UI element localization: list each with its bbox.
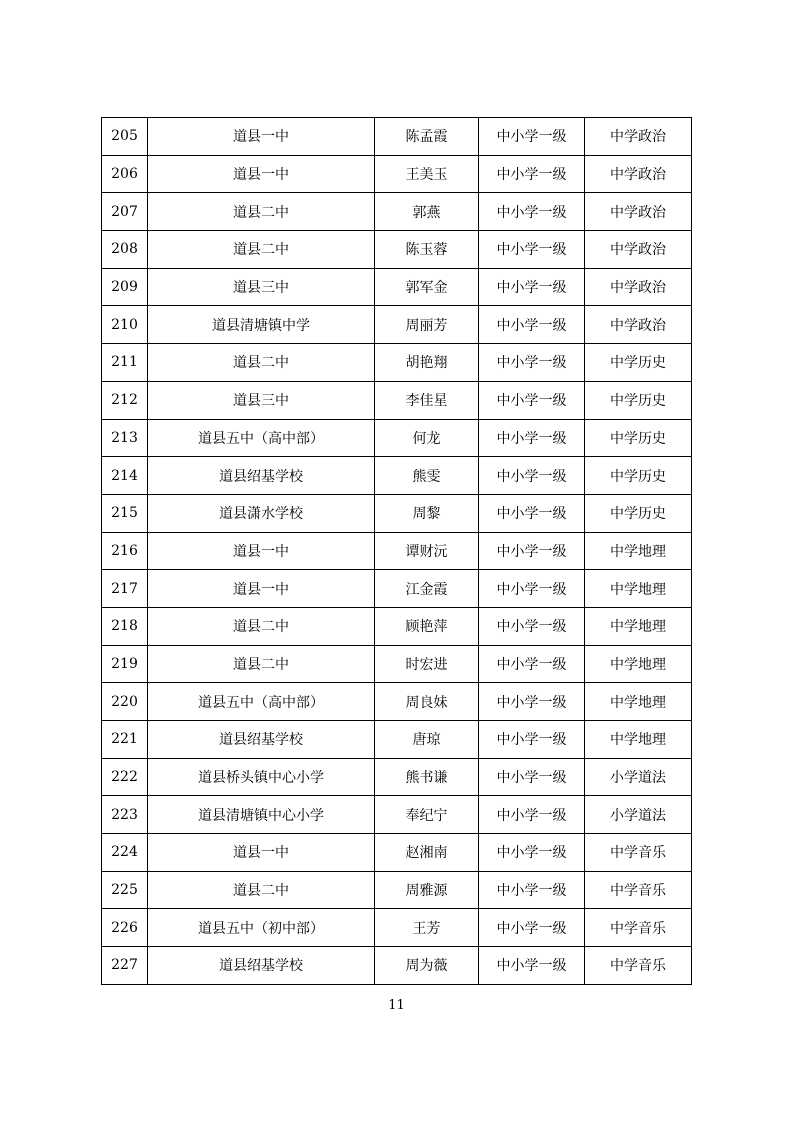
teacher-name-cell: 周为薇 xyxy=(375,947,479,985)
subject-cell: 中学音乐 xyxy=(585,834,692,872)
teacher-name-cell: 周黎 xyxy=(375,494,479,532)
subject-cell: 中学地理 xyxy=(585,683,692,721)
school-cell: 道县绍基学校 xyxy=(148,721,375,759)
table-row xyxy=(102,947,692,985)
title-level-cell: 中小学一级 xyxy=(479,645,585,683)
subject-cell: 中学政治 xyxy=(585,155,692,193)
school-cell: 道县桥头镇中心小学 xyxy=(148,758,375,796)
teacher-name-cell: 谭财沅 xyxy=(375,532,479,570)
subject-cell: 中学地理 xyxy=(585,721,692,759)
row-number-cell: 213 xyxy=(102,419,148,457)
title-level-cell: 中小学一级 xyxy=(479,683,585,721)
subject-cell: 中学政治 xyxy=(585,268,692,306)
row-number-cell: 211 xyxy=(102,344,148,382)
row-number-cell: 223 xyxy=(102,796,148,834)
subject-cell: 中学地理 xyxy=(585,570,692,608)
school-cell: 道县三中 xyxy=(148,268,375,306)
school-cell: 道县二中 xyxy=(148,645,375,683)
row-number-cell: 214 xyxy=(102,457,148,495)
table-row xyxy=(102,155,692,193)
subject-cell: 中学历史 xyxy=(585,494,692,532)
school-cell: 道县二中 xyxy=(148,231,375,269)
row-number-cell: 218 xyxy=(102,607,148,645)
row-number-cell: 224 xyxy=(102,834,148,872)
table-row xyxy=(102,306,692,344)
row-number-cell: 209 xyxy=(102,268,148,306)
title-level-cell: 中小学一级 xyxy=(479,306,585,344)
school-cell: 道县五中（高中部） xyxy=(148,683,375,721)
subject-cell: 中学历史 xyxy=(585,419,692,457)
row-number-cell: 210 xyxy=(102,306,148,344)
table-row xyxy=(102,683,692,721)
title-level-cell: 中小学一级 xyxy=(479,118,585,156)
row-number-cell: 206 xyxy=(102,155,148,193)
teacher-name-cell: 李佳星 xyxy=(375,381,479,419)
subject-cell: 中学历史 xyxy=(585,344,692,382)
subject-cell: 中学政治 xyxy=(585,193,692,231)
title-level-cell: 中小学一级 xyxy=(479,231,585,269)
teacher-name-cell: 江金霞 xyxy=(375,570,479,608)
school-cell: 道县一中 xyxy=(148,118,375,156)
teacher-name-cell: 赵湘南 xyxy=(375,834,479,872)
row-number-cell: 226 xyxy=(102,909,148,947)
teacher-name-cell: 时宏进 xyxy=(375,645,479,683)
teacher-name-cell: 何龙 xyxy=(375,419,479,457)
teacher-name-cell: 周雅源 xyxy=(375,871,479,909)
table-row xyxy=(102,231,692,269)
school-cell: 道县一中 xyxy=(148,834,375,872)
school-cell: 道县二中 xyxy=(148,344,375,382)
school-cell: 道县一中 xyxy=(148,155,375,193)
table-row xyxy=(102,570,692,608)
teacher-name-cell: 陈孟霞 xyxy=(375,118,479,156)
table-row xyxy=(102,607,692,645)
school-cell: 道县二中 xyxy=(148,193,375,231)
title-level-cell: 中小学一级 xyxy=(479,834,585,872)
row-number-cell: 227 xyxy=(102,947,148,985)
title-level-cell: 中小学一级 xyxy=(479,419,585,457)
title-level-cell: 中小学一级 xyxy=(479,457,585,495)
subject-cell: 中学音乐 xyxy=(585,871,692,909)
table-row xyxy=(102,268,692,306)
teacher-name-cell: 王美玉 xyxy=(375,155,479,193)
subject-cell: 中学政治 xyxy=(585,118,692,156)
subject-cell: 中学地理 xyxy=(585,607,692,645)
title-level-cell: 中小学一级 xyxy=(479,155,585,193)
school-cell: 道县绍基学校 xyxy=(148,947,375,985)
school-cell: 道县清塘镇中心小学 xyxy=(148,796,375,834)
teacher-name-cell: 熊雯 xyxy=(375,457,479,495)
subject-cell: 中学地理 xyxy=(585,645,692,683)
roster-table xyxy=(101,117,692,985)
title-level-cell: 中小学一级 xyxy=(479,909,585,947)
teacher-name-cell: 顾艳萍 xyxy=(375,607,479,645)
school-cell: 道县三中 xyxy=(148,381,375,419)
teacher-name-cell: 唐琼 xyxy=(375,721,479,759)
school-cell: 道县清塘镇中学 xyxy=(148,306,375,344)
subject-cell: 中学政治 xyxy=(585,306,692,344)
school-cell: 道县一中 xyxy=(148,532,375,570)
table-row xyxy=(102,381,692,419)
title-level-cell: 中小学一级 xyxy=(479,532,585,570)
title-level-cell: 中小学一级 xyxy=(479,947,585,985)
table-row xyxy=(102,344,692,382)
title-level-cell: 中小学一级 xyxy=(479,871,585,909)
school-cell: 道县二中 xyxy=(148,607,375,645)
subject-cell: 中学政治 xyxy=(585,231,692,269)
school-cell: 道县潇水学校 xyxy=(148,494,375,532)
school-cell: 道县一中 xyxy=(148,570,375,608)
school-cell: 道县二中 xyxy=(148,871,375,909)
subject-cell: 小学道法 xyxy=(585,758,692,796)
title-level-cell: 中小学一级 xyxy=(479,494,585,532)
title-level-cell: 中小学一级 xyxy=(479,796,585,834)
title-level-cell: 中小学一级 xyxy=(479,344,585,382)
table-row xyxy=(102,645,692,683)
row-number-cell: 207 xyxy=(102,193,148,231)
subject-cell: 中学音乐 xyxy=(585,947,692,985)
row-number-cell: 208 xyxy=(102,231,148,269)
table-row xyxy=(102,193,692,231)
teacher-name-cell: 郭军金 xyxy=(375,268,479,306)
table-row xyxy=(102,834,692,872)
table-row xyxy=(102,721,692,759)
school-cell: 道县五中（初中部） xyxy=(148,909,375,947)
school-cell: 道县绍基学校 xyxy=(148,457,375,495)
row-number-cell: 215 xyxy=(102,494,148,532)
table-row xyxy=(102,532,692,570)
row-number-cell: 217 xyxy=(102,570,148,608)
table-row xyxy=(102,909,692,947)
table-row xyxy=(102,457,692,495)
title-level-cell: 中小学一级 xyxy=(479,381,585,419)
teacher-name-cell: 奉纪宁 xyxy=(375,796,479,834)
title-level-cell: 中小学一级 xyxy=(479,758,585,796)
table-row xyxy=(102,796,692,834)
roster-table-container xyxy=(101,117,691,985)
teacher-name-cell: 熊书谦 xyxy=(375,758,479,796)
row-number-cell: 220 xyxy=(102,683,148,721)
table-row xyxy=(102,494,692,532)
table-row xyxy=(102,871,692,909)
school-cell: 道县五中（高中部） xyxy=(148,419,375,457)
table-row xyxy=(102,118,692,156)
row-number-cell: 205 xyxy=(102,118,148,156)
table-row xyxy=(102,758,692,796)
row-number-cell: 216 xyxy=(102,532,148,570)
subject-cell: 中学历史 xyxy=(585,457,692,495)
teacher-name-cell: 周丽芳 xyxy=(375,306,479,344)
table-row xyxy=(102,419,692,457)
row-number-cell: 222 xyxy=(102,758,148,796)
title-level-cell: 中小学一级 xyxy=(479,607,585,645)
teacher-name-cell: 王芳 xyxy=(375,909,479,947)
title-level-cell: 中小学一级 xyxy=(479,193,585,231)
teacher-name-cell: 胡艳翔 xyxy=(375,344,479,382)
title-level-cell: 中小学一级 xyxy=(479,570,585,608)
subject-cell: 中学音乐 xyxy=(585,909,692,947)
roster-table-body xyxy=(102,118,692,985)
subject-cell: 中学地理 xyxy=(585,532,692,570)
teacher-name-cell: 周良妹 xyxy=(375,683,479,721)
row-number-cell: 225 xyxy=(102,871,148,909)
teacher-name-cell: 陈玉蓉 xyxy=(375,231,479,269)
title-level-cell: 中小学一级 xyxy=(479,268,585,306)
row-number-cell: 221 xyxy=(102,721,148,759)
subject-cell: 小学道法 xyxy=(585,796,692,834)
page-number: 11 xyxy=(388,998,405,1013)
teacher-name-cell: 郭燕 xyxy=(375,193,479,231)
subject-cell: 中学历史 xyxy=(585,381,692,419)
title-level-cell: 中小学一级 xyxy=(479,721,585,759)
row-number-cell: 219 xyxy=(102,645,148,683)
row-number-cell: 212 xyxy=(102,381,148,419)
